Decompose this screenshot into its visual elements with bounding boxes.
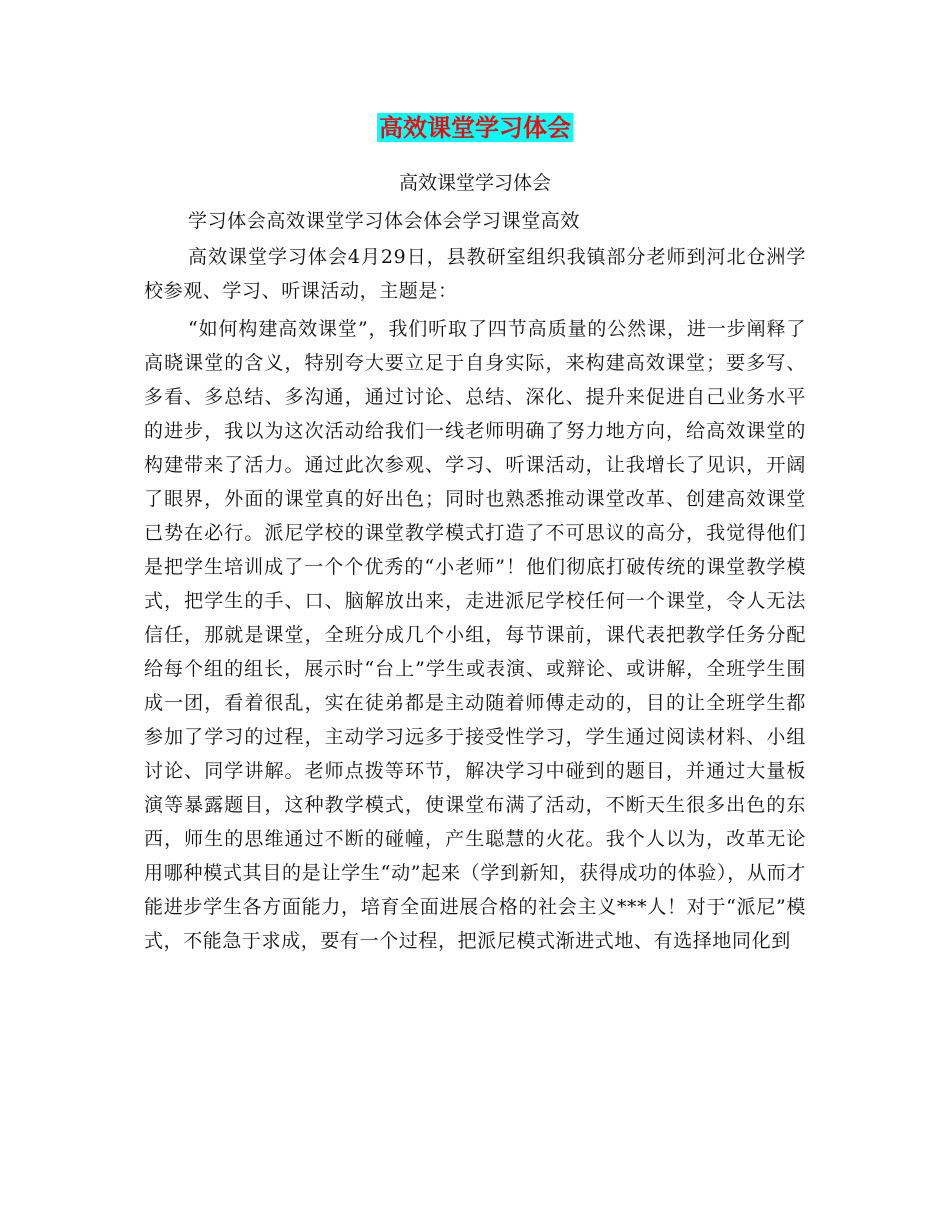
keywords-line: 学习体会高效课堂学习体会体会学习课堂高效 — [188, 210, 581, 232]
document-title-text: 高效课堂学习体会 — [379, 113, 571, 142]
paragraph-1: 高效课堂学习体会4月29日，县教研室组织我镇部分老师到河北仓洲学校参观、学习、听课活动，主题是： — [144, 246, 806, 302]
document-title — [0, 112, 950, 144]
paragraph-2: “如何构建高效课堂”，我们听取了四节高质量的公然课，进一步阐释了高晓课堂的含义，特别夸大要立足于自身实际，来构建高效课堂；要多写、多看、多总结、多沟通，通过讨论、总结、深化、提升来促进自己业务水平的进步，我以为这次活动给我们一线老师明确了努力地方向，给高效课堂的构建带来了活力。通过此次参观、学习、听课活动，让我增长了见识，开阔了眼界，外面的课堂真的好出色；同时也熟悉推动课堂改革、创建高效课堂已势在必行。派尼学校的课堂教学模式打造了不可思议的高分，我觉得他们是把学生培训成了一个个优秀的“小老师”！他们彻底打破传统的课堂教学模式，把学生的手、口、脑解放出来，走进派尼学校任何一个课堂，令人无法信任，那就是课堂，全班分成几个小组，每节课前，课代表把教学任务分配给每个组的组长，展示时“台上”学生或表演、或辩论、或讲解，全班学生围成一团，看着很乱，实在徒弟都是主动随着师傅走动的，目的让全班学生都参加了学习的过程，主动学习远多于接受性学习，学生通过阅读材料、小组讨论、同学讲解。老师点拨等环节，解决学习中碰到的题目，并通过大量板演等暴露题目，这种教学模式，使课堂布满了活动，不断天生很多出色的东西，师生的思维通过不断的碰幢，产生聪慧的火花。我个人以为，改革无论用哪种模式其目的是让学生“动”起来（学到新知，获得成功的体验），从而才能进步学生各方面能力，培育全面进展合格的社会主义***人！对于“派尼”模式，不能急于求成，要有一个过程，把派尼模式渐进式地、有选择地同化到 — [144, 318, 806, 952]
document-subtitle: 高效课堂学习体会 — [398, 172, 551, 194]
document-body — [144, 204, 806, 958]
